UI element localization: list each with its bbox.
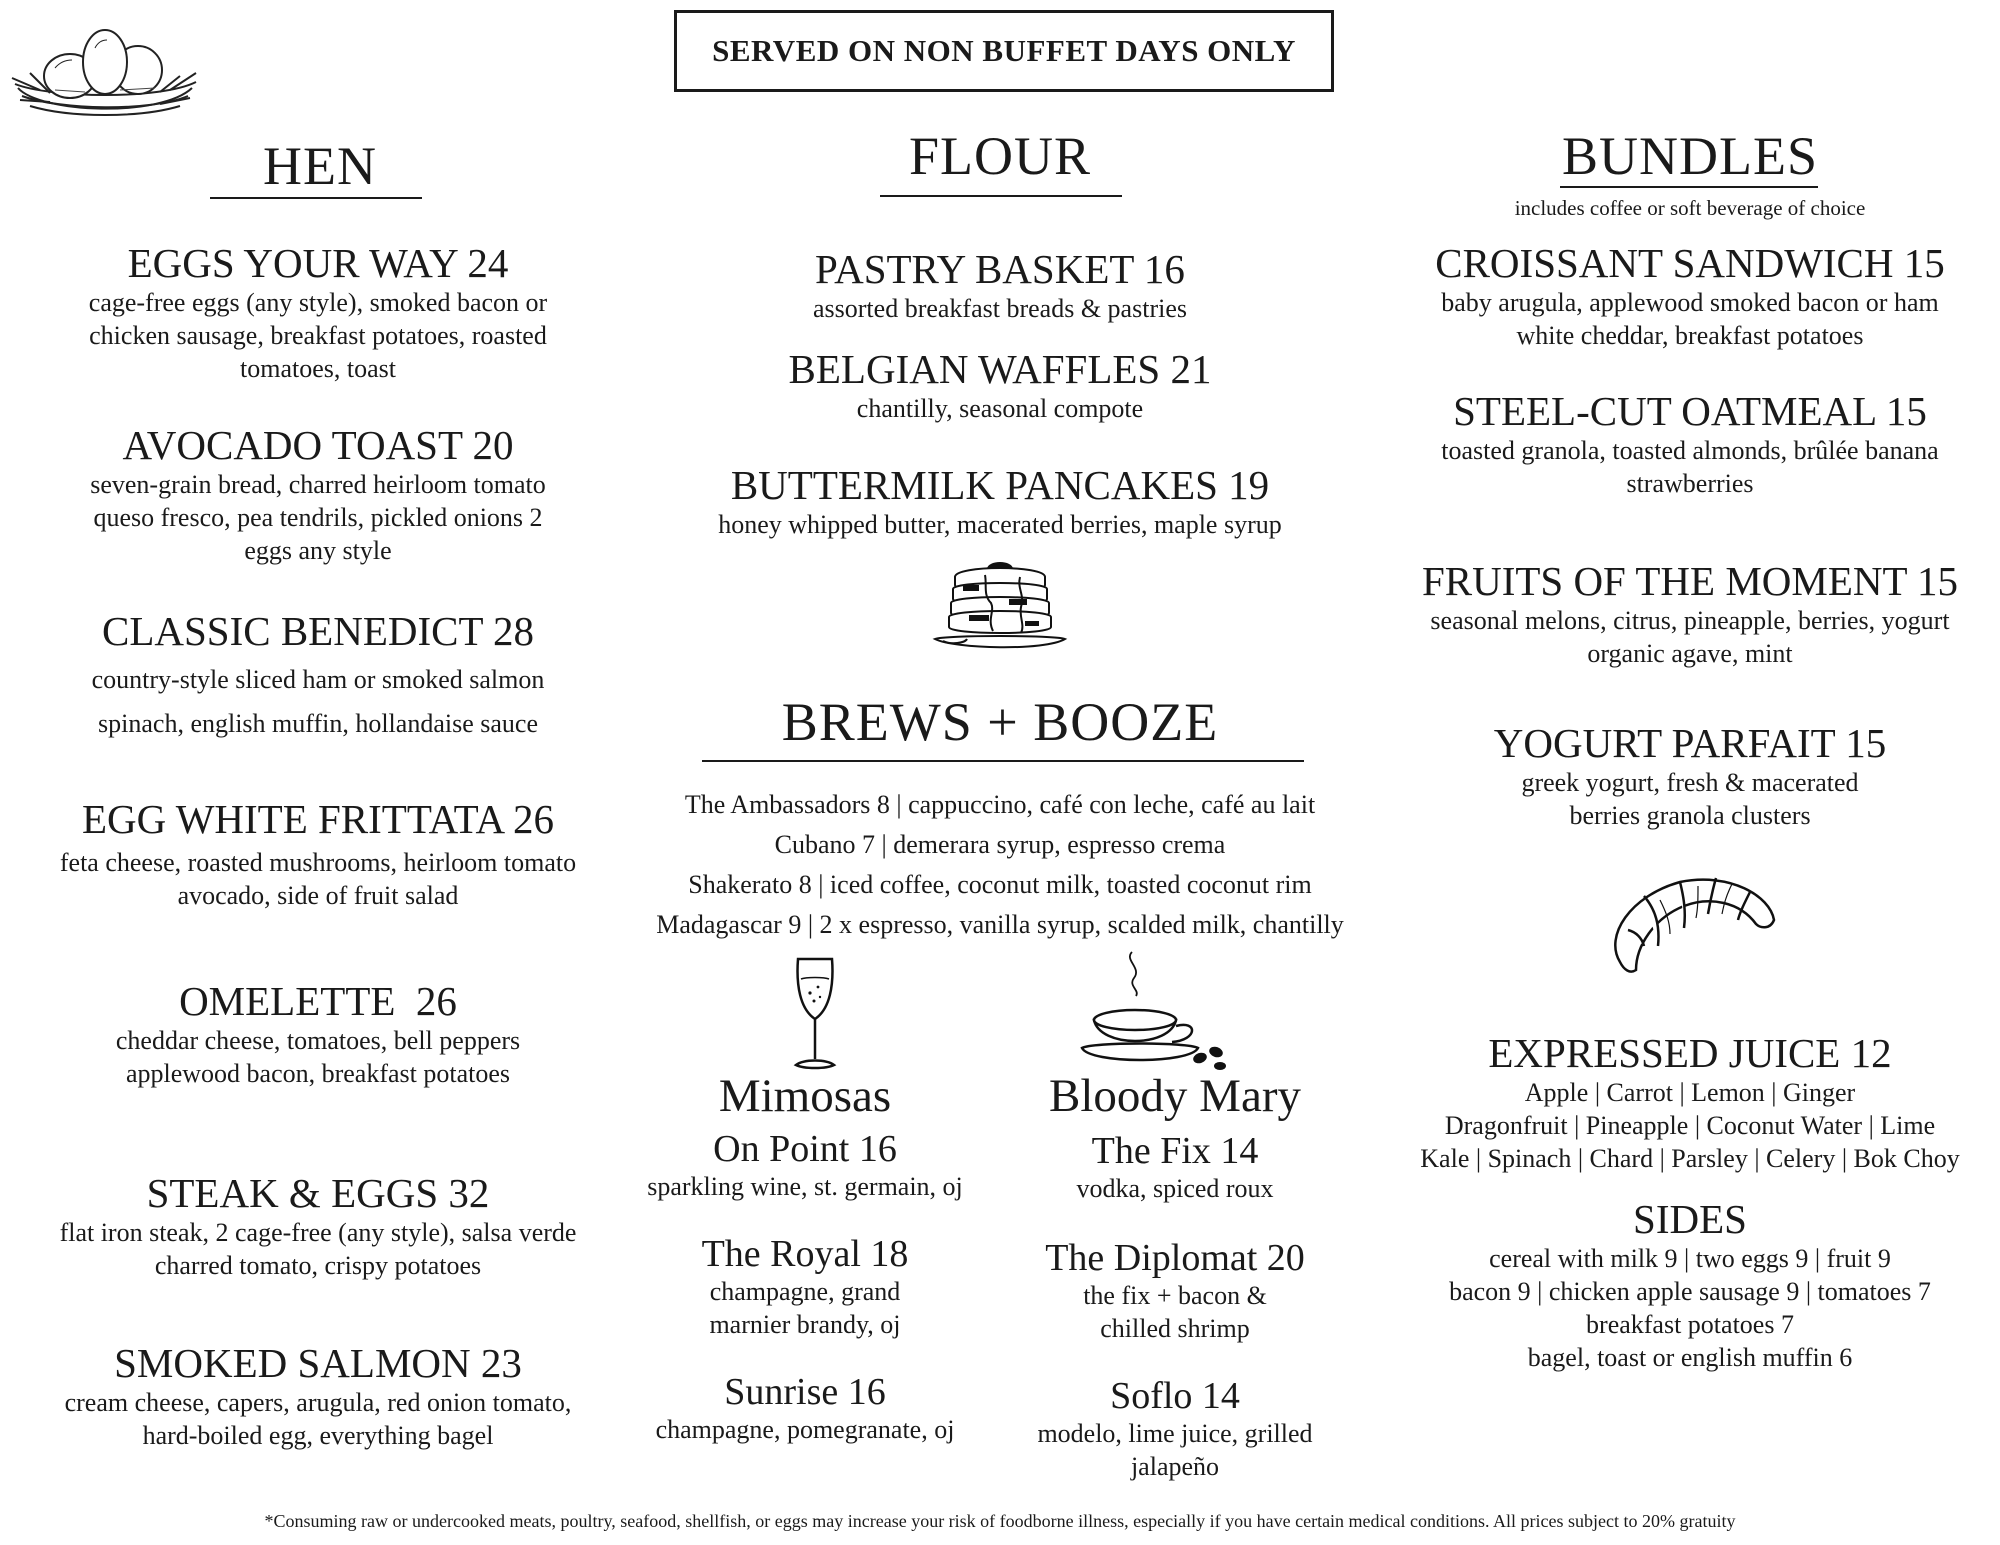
- item-name: STEEL-CUT OATMEAL 15: [1453, 388, 1927, 434]
- item-desc: cream cheese, capers, arugula, red onion tomato, hard-boiled egg, everything bagel: [64, 1388, 572, 1450]
- mimosa-item: [620, 1233, 990, 1341]
- sides-title: SIDES: [1633, 1196, 1747, 1242]
- eggs-nest-icon: [10, 18, 200, 128]
- item-desc: feta cheese, roasted mushrooms, heirloom tomato avocado, side of fruit salad: [59, 848, 577, 910]
- hen-rule: [210, 197, 422, 199]
- bloody-item: [1010, 1237, 1340, 1345]
- bundles-rule: [1560, 186, 1818, 188]
- item-name: FRUITS OF THE MOMENT 15: [1421, 558, 1959, 604]
- item-name: PASTRY BASKET 16: [815, 246, 1185, 292]
- banner-text: SERVED ON NON BUFFET DAYS ONLY: [712, 33, 1296, 68]
- brew-line: Cubano 7 | demerara syrup, espresso crema: [774, 830, 1226, 859]
- juice-name: EXPRESSED JUICE 12: [1488, 1030, 1892, 1076]
- hen-item-egg-white-frittata: [20, 796, 616, 912]
- juice-line: Apple | Carrot | Lemon | Ginger: [1524, 1078, 1856, 1107]
- croissant-icon: [1600, 866, 1780, 986]
- item-desc: chantilly, seasonal compote: [856, 394, 1144, 423]
- item-desc: cheddar cheese, tomatoes, bell peppers applewood bacon, breakfast potatoes: [115, 1026, 521, 1088]
- drink-name: Soflo 14: [1110, 1375, 1240, 1417]
- flour-item-buttermilk-pancakes: [660, 462, 1340, 541]
- mimosas-title: Mimosas: [718, 1070, 892, 1122]
- bloody-mary-section: [1010, 1070, 1340, 1483]
- flour-item-belgian-waffles: [660, 346, 1340, 425]
- drink-desc: the fix + bacon & chilled shrimp: [1083, 1281, 1267, 1343]
- hen-item-eggs-your-way: [20, 240, 616, 385]
- coffee-cup-icon: [1080, 948, 1230, 1073]
- sides-section: [1380, 1196, 2000, 1374]
- drink-desc: sparkling wine, st. germain, oj: [647, 1172, 963, 1201]
- bundle-item-croissant-sandwich: [1380, 240, 2000, 352]
- bloody-item: [1010, 1375, 1340, 1483]
- bundles-subtitle: includes coffee or soft beverage of choice: [1514, 196, 1866, 220]
- pancake-stack-icon: [925, 555, 1075, 655]
- champagne-glass-icon: [780, 955, 850, 1075]
- drink-desc: modelo, lime juice, grilled jalapeño: [1037, 1419, 1313, 1481]
- sides-line: bagel, toast or english muffin 6: [1527, 1343, 1853, 1372]
- item-desc: seasonal melons, citrus, pineapple, berries, yogurt organic agave, mint: [1430, 606, 1950, 668]
- item-desc: seven-grain bread, charred heirloom tomato queso fresco, pea tendrils, pickled onions 2 eggs any style: [90, 470, 546, 565]
- item-desc: greek yogurt, fresh & macerated berries granola clusters: [1521, 768, 1859, 830]
- brew-line: Shakerato 8 | iced coffee, coconut milk, toasted coconut rim: [688, 870, 1312, 899]
- item-name: AVOCADO TOAST 20: [122, 422, 514, 468]
- drink-desc: vodka, spiced roux: [1076, 1174, 1274, 1203]
- drink-name: The Royal 18: [701, 1233, 909, 1275]
- bloody-mary-title: Bloody Mary: [1049, 1070, 1301, 1122]
- mimosa-item: [620, 1371, 990, 1446]
- bloody-item: [1010, 1130, 1340, 1205]
- item-name: OMELETTE 26: [179, 978, 457, 1024]
- drink-name: Sunrise 16: [724, 1371, 886, 1413]
- item-desc: cage-free eggs (any style), smoked bacon or chicken sausage, breakfast potatoes, roasted tomatoes, toast: [88, 288, 548, 383]
- bundle-item-fruits-of-the-moment: [1380, 558, 2000, 670]
- item-desc: baby arugula, applewood smoked bacon or ham white cheddar, breakfast potatoes: [1441, 288, 1939, 350]
- hen-item-omelette: [20, 978, 616, 1090]
- item-desc: honey whipped butter, macerated berries, maple syrup: [718, 510, 1282, 539]
- sides-line: breakfast potatoes 7: [1586, 1310, 1794, 1339]
- drink-name: The Fix 14: [1091, 1130, 1259, 1172]
- flour-item-pastry-basket: [660, 246, 1340, 325]
- sides-line: cereal with milk 9 | two eggs 9 | fruit 9: [1489, 1244, 1891, 1273]
- item-name: EGGS YOUR WAY 24: [127, 240, 509, 286]
- drink-desc: champagne, grand marnier brandy, oj: [709, 1277, 901, 1339]
- item-name: STEAK & EGGS 32: [146, 1170, 490, 1216]
- brew-line: The Ambassadors 8 | cappuccino, café con leche, café au lait: [684, 790, 1316, 819]
- drink-name: On Point 16: [713, 1128, 897, 1170]
- drink-name: The Diplomat 20: [1045, 1237, 1305, 1279]
- brews-title: BREWS + BOOZE: [781, 692, 1219, 752]
- brew-line: Madagascar 9 | 2 x espresso, vanilla syrup, scalded milk, chantilly: [656, 910, 1344, 939]
- mimosa-item: [620, 1128, 990, 1203]
- sides-line: bacon 9 | chicken apple sausage 9 | tomatoes 7: [1449, 1277, 1931, 1306]
- bundle-item-steel-cut-oatmeal: [1380, 388, 2000, 500]
- item-name: CLASSIC BENEDICT 28: [101, 608, 535, 654]
- flour-title: FLOUR: [908, 126, 1092, 186]
- mimosas-section: [620, 1070, 990, 1446]
- item-name: EGG WHITE FRITTATA 26: [81, 796, 555, 842]
- bundle-item-yogurt-parfait: [1380, 720, 2000, 832]
- footnote: *Consuming raw or undercooked meats, poultry, seafood, shellfish, or eggs may increase your risk of foodborne illness, especially if you have certain medical conditions. All prices subject to 20% gratuity: [264, 1511, 1736, 1531]
- item-name: CROISSANT SANDWICH 15: [1435, 240, 1945, 286]
- item-desc: toasted granola, toasted almonds, brûlée banana strawberries: [1441, 436, 1939, 498]
- juice-section: [1380, 1030, 2000, 1175]
- item-name: SMOKED SALMON 23: [114, 1340, 522, 1386]
- brews-rule: [702, 760, 1304, 762]
- hen-item-classic-benedict: [20, 608, 616, 746]
- drink-desc: champagne, pomegranate, oj: [655, 1415, 955, 1444]
- item-desc: flat iron steak, 2 cage-free (any style), salsa verde charred tomato, crispy potatoes: [59, 1218, 577, 1280]
- service-banner: [674, 10, 1334, 92]
- bundles-title: BUNDLES: [1561, 126, 1818, 186]
- juice-line: Dragonfruit | Pineapple | Coconut Water | Lime: [1444, 1111, 1936, 1140]
- item-name: YOGURT PARFAIT 15: [1493, 720, 1887, 766]
- hen-item-steak-eggs: [20, 1170, 616, 1282]
- brews-list: [620, 785, 1380, 945]
- item-name: BELGIAN WAFFLES 21: [788, 346, 1212, 392]
- flour-rule: [880, 195, 1122, 197]
- item-desc: assorted breakfast breads & pastries: [813, 294, 1187, 323]
- item-name: BUTTERMILK PANCAKES 19: [730, 462, 1270, 508]
- hen-title: HEN: [263, 136, 377, 196]
- juice-line: Kale | Spinach | Chard | Parsley | Celery | Bok Choy: [1420, 1144, 1960, 1173]
- hen-item-smoked-salmon: [20, 1340, 616, 1452]
- hen-item-avocado-toast: [20, 422, 616, 567]
- item-desc: country-style sliced ham or smoked salmon spinach, english muffin, hollandaise sauce: [91, 665, 545, 738]
